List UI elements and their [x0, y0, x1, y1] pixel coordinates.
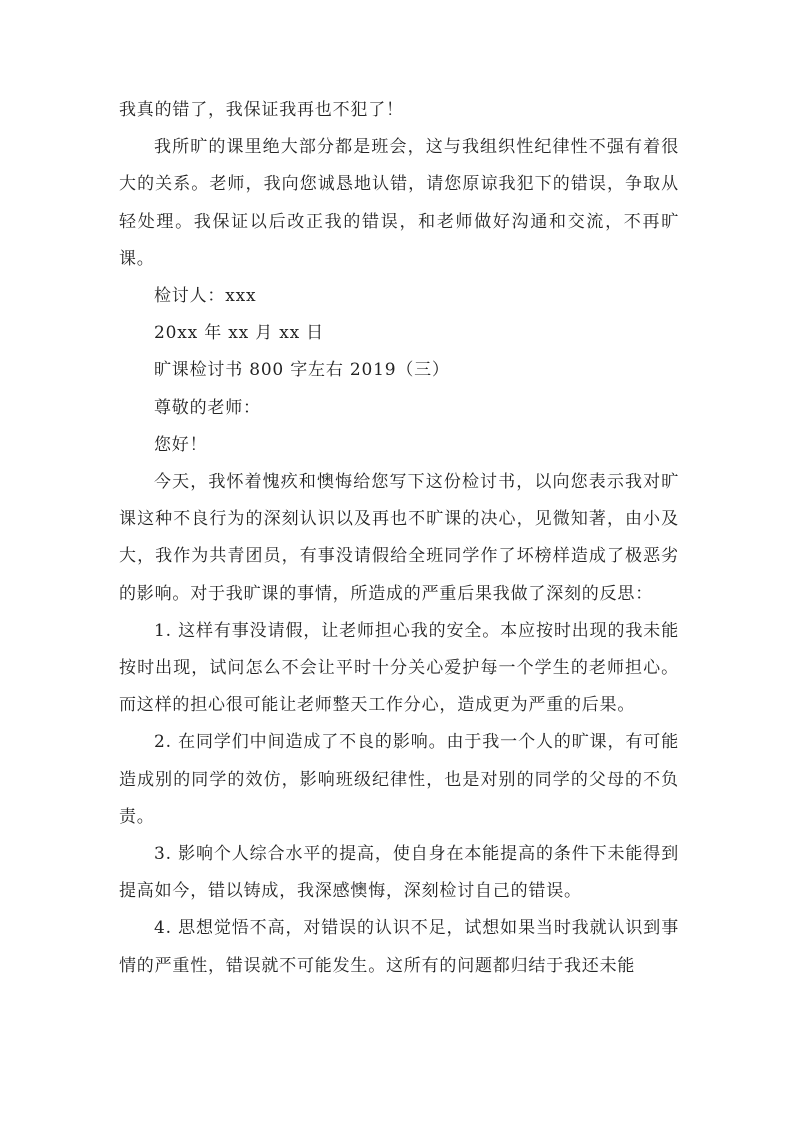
paragraph-reflection: 我所旷的课里绝大部分都是班会，这与我组织性纪律性不强有着很大的关系。老师，我向您诚恳地认错，请您原谅我犯下的错误，争取从轻处理。我保证以后改正我的错误，和老师做好沟通和交流，不再旷课。 — [119, 137, 679, 269]
greeting: 您好！ — [154, 434, 208, 455]
paragraph-closing-promise: 我真的错了，我保证我再也不犯了！ — [119, 100, 404, 120]
section-title: 旷课检讨书 800 字左右 2019（三） — [154, 360, 450, 381]
list-item-4: 4. 思想觉悟不高，对错误的认识不足，试想如果当时我就认识到事情的严重性，错误就不可能发生。这所有的问题都归结于我还未能 — [119, 918, 679, 976]
signature-line: 检讨人：xxx — [154, 286, 257, 307]
salutation: 尊敬的老师： — [154, 397, 261, 418]
document-body — [119, 92, 679, 985]
list-item-2: 2. 在同学们中间造成了不良的影响。由于我一个人的旷课，有可能造成别的同学的效仿，影响班级纪律性，也是对别的同学的父母的不负责。 — [119, 732, 679, 827]
date-line: 20xx 年 xx 月 xx 日 — [154, 323, 324, 344]
list-item-1: 1. 这样有事没请假，让老师担心我的安全。本应按时出现的我未能按时出现，试问怎么不会让平时十分关心爱护每一个学生的老师担心。而这样的担心很可能让老师整天工作分心，造成更为严重的后果。 — [119, 620, 679, 716]
list-item-3: 3. 影响个人综合水平的提高，使自身在本能提高的条件下未能得到提高如今，错以铸成，我深感懊悔，深刻检讨自己的错误。 — [119, 844, 679, 902]
paragraph-intro: 今天，我怀着愧疚和懊悔给您写下这份检讨书，以向您表示我对旷课这种不良行为的深刻认识以及再也不旷课的决心，见微知著，由小及大，我作为共青团员，有事没请假给全班同学作了坏榜样造成了极恶劣的影响。对于我旷课的事情，所造成的严重后果我做了深刻的反思： — [119, 472, 679, 604]
